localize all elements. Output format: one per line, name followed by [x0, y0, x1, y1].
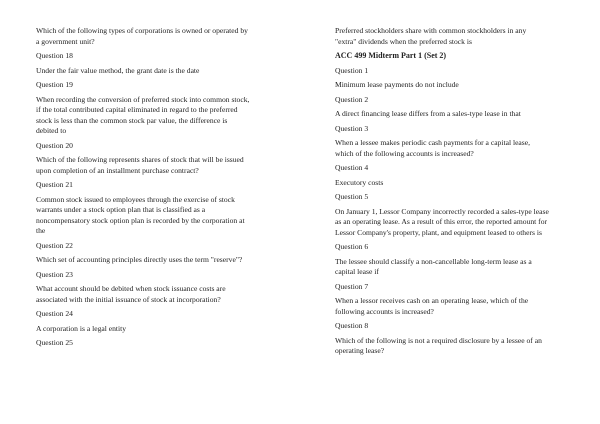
question-19-label: Question 19 — [36, 80, 73, 89]
question-24-text: A corporation is a legal entity — [36, 323, 127, 333]
question-23-text: What account should be debited when stock issuance costs are associated with the initial issuance of stock at incorporation? — [36, 284, 226, 304]
question-8-label: Question 8 — [335, 321, 369, 330]
question-19-text: When recording the conversion of preferred stock into common stock, if the total contributed capital eliminated in regard to the preferred stock is less than the common stock par value, the difference is debited to — [36, 94, 250, 135]
question-4-label: Question 4 — [335, 163, 369, 172]
question-20-text: Which of the following represents shares of stock that will be issued upon completion of an installment purchase contract? — [36, 155, 244, 175]
question-20-label: Question 20 — [36, 140, 73, 150]
question-4-text: Executory costs — [335, 177, 384, 187]
question-2-text: A direct financing lease differs from a sales-type lease in that — [335, 109, 521, 118]
question-6-text: The lessee should classify a non-cancellable long-term lease as a capital lease if — [335, 256, 532, 276]
question-6-label: Question 6 — [335, 242, 369, 251]
question-17-text: Which of the following types of corporations is owned or operated by a government unit? — [36, 26, 248, 46]
right-column — [335, 26, 585, 357]
question-1-text: Minimum lease payments do not include — [335, 80, 459, 89]
question-2-label: Question 2 — [335, 94, 369, 104]
section-heading: ACC 499 Midterm Part 1 (Set 2) — [335, 51, 447, 60]
question-25-text: Preferred stockholders share with common stockholders in any "extra" dividends when the preferred stock is — [335, 26, 527, 46]
question-7-text: When a lessor receives cash on an operating lease, which of the following accounts is increased? — [335, 296, 529, 316]
question-1-label: Question 1 — [335, 65, 369, 75]
question-18-text: Under the fair value method, the grant date is the date — [36, 65, 200, 75]
question-18-label: Question 18 — [36, 51, 73, 60]
question-23-label: Question 23 — [36, 269, 73, 279]
question-8-text: Which of the following is not a required disclosure by a lessee of an operating lease? — [335, 335, 542, 355]
question-3-label: Question 3 — [335, 123, 369, 133]
question-7-label: Question 7 — [335, 281, 369, 291]
question-22-text: Which set of accounting principles directly uses the term "reserve"? — [36, 255, 243, 264]
question-3-text: When a lessee makes periodic cash payments for a capital lease, which of the following accounts is increased? — [335, 138, 531, 158]
question-21-label: Question 21 — [36, 180, 73, 189]
question-24-label: Question 24 — [36, 309, 73, 318]
question-5-text: On January 1, Lessor Company incorrectly recorded a sales-type lease as an operating lease. As a result of this error, the reported amount for Lessor Company's property, plant, and equipment leased to others is — [335, 206, 549, 237]
question-25-label: Question 25 — [36, 338, 73, 347]
question-5-label: Question 5 — [335, 192, 369, 201]
question-21-text: Common stock issued to employees through the exercise of stock warrants under a stock option plan that is classified as a noncompensatory stock option plan is recorded by the corporation at the — [36, 194, 245, 235]
question-22-label: Question 22 — [36, 240, 73, 250]
left-column — [36, 26, 286, 349]
